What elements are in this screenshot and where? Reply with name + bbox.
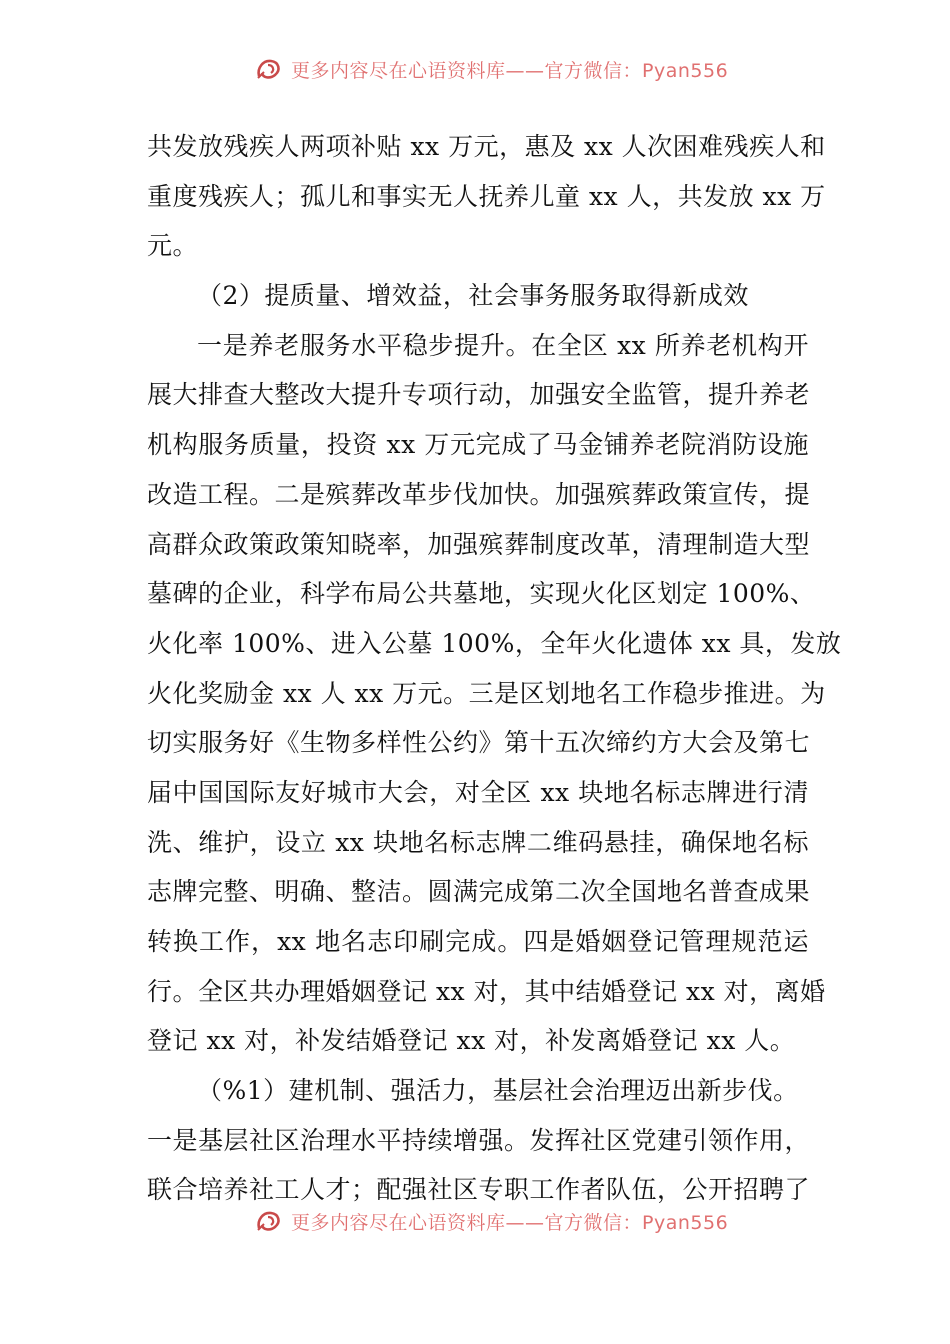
text-line: 一是养老服务水平稳步提升。在全区 xx 所养老机构开 — [197, 330, 809, 360]
text-line: 行。全区共办理婚姻登记 xx 对，其中结婚登记 xx 对，离婚 — [147, 976, 826, 1006]
logo-icon — [255, 56, 285, 82]
section-heading: （2）提质量、增效益，社会事务服务取得新成效 — [197, 281, 749, 311]
text-line: 火化奖励金 xx 人 xx 万元。三是区划地名工作稳步推进。为 — [147, 678, 826, 708]
text-line: 转换工作，xx 地名志印刷完成。四是婚姻登记管理规范运 — [147, 927, 809, 956]
logo-icon — [255, 1208, 285, 1234]
text-line: 火化率 100%、进入公墓 100%，全年火化遗体 xx 具，发放 — [147, 628, 842, 658]
text-line: 一是基层社区治理水平持续增强。发挥社区党建引领作用， — [147, 1125, 811, 1155]
text-line: 志牌完整、明确、整洁。圆满完成第二次全国地名普查成果 — [147, 877, 811, 907]
text-line: 高群众政策政策知晓率，加强殡葬制度改革，清理制造大型 — [147, 529, 811, 559]
text-line: 改造工程。二是殡葬改革步伐加快。加强殡葬政策宣传，提 — [147, 479, 811, 509]
text-line: 重度残疾人；孤儿和事实无人抚养儿童 xx 人，共发放 xx 万 — [147, 181, 826, 211]
text-line: 届中国国际友好城市大会，对全区 xx 块地名标志牌进行清 — [147, 777, 809, 807]
text-line: 切实服务好《生物多样性公约》第十五次缔约方大会及第七 — [147, 728, 811, 758]
watermark-text: 更多内容尽在心语资料库——官方微信：Pyan556 — [291, 1211, 729, 1234]
text-line: 墓碑的企业，科学布局公共墓地，实现火化区划定 100%、 — [147, 579, 816, 609]
document-body — [147, 122, 842, 1215]
text-line: 元。 — [147, 231, 199, 261]
watermark-text: 更多内容尽在心语资料库——官方微信：Pyan556 — [291, 59, 729, 82]
watermark-footer — [255, 1206, 728, 1236]
text-line: 洗、维护，设立 xx 块地名标志牌二维码悬挂，确保地名标 — [147, 827, 809, 857]
text-line: 登记 xx 对，补发结婚登记 xx 对，补发离婚登记 xx 人。 — [147, 1026, 796, 1056]
section-heading: （%1）建机制、强活力，基层社会治理迈出新步伐。 — [197, 1076, 799, 1106]
text-line: 联合培养社工人才；配强社区专职工作者队伍，公开招聘了 — [147, 1175, 811, 1205]
text-line: 机构服务质量，投资 xx 万元完成了马金铺养老院消防设施 — [147, 430, 809, 460]
text-line: 共发放残疾人两项补贴 xx 万元，惠及 xx 人次困难残疾人和 — [147, 132, 826, 161]
text-line: 展大排查大整改大提升专项行动，加强安全监管，提升养老 — [147, 380, 811, 410]
watermark-header — [255, 54, 728, 84]
